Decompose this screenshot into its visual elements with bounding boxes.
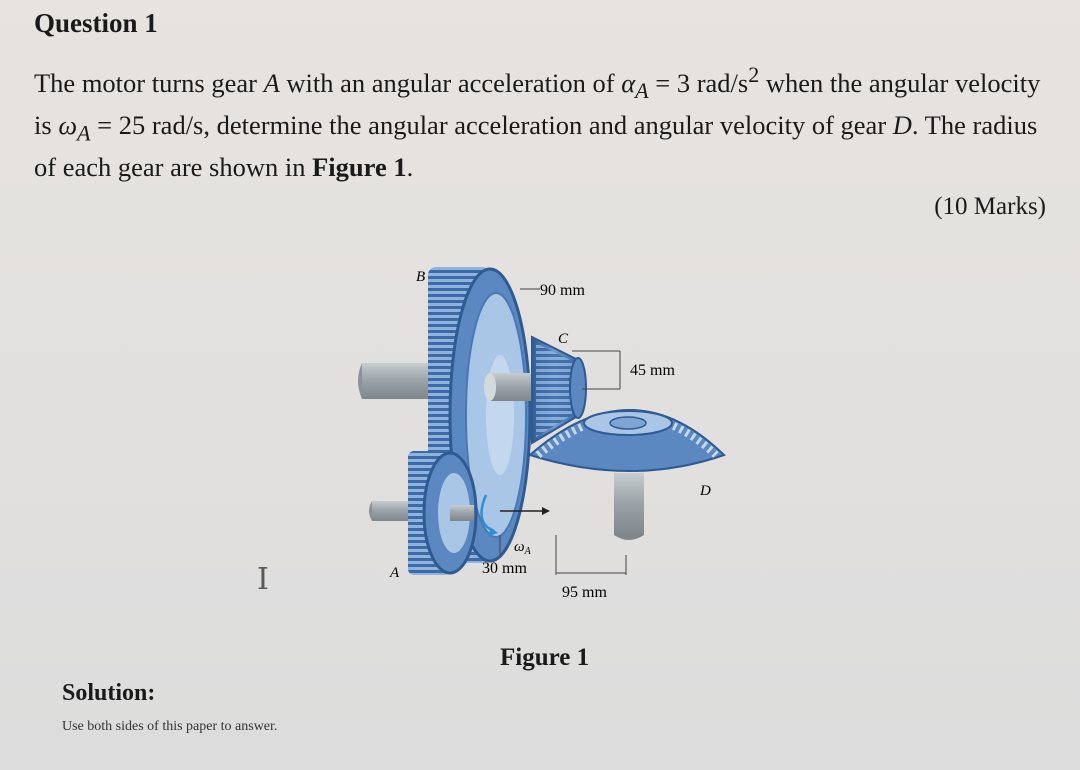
label-c: C <box>558 331 569 347</box>
label-dim-45: 45 mm <box>630 362 675 379</box>
label-dim-30: 30 mm <box>482 560 527 577</box>
gear-train-figure <box>350 255 740 600</box>
question-text: The motor turns gear A with an angular acceleration of $\alpha_A = 3$ rad/$s^2$ when the angular velocity is $\omega_A = 25$ rad/s, determine the angular acceleration and angular velocity of gear D. The radius of each gear are shown in Figure 1. <box>34 62 1041 183</box>
label-a: A <box>390 565 400 581</box>
label-d: D <box>700 483 711 499</box>
gear-a <box>408 451 476 575</box>
label-omega: $\omega_A$ <box>514 539 531 557</box>
marks-label: (10 Marks) <box>934 193 1046 220</box>
solution-note: Use both sides of this paper to answer. <box>62 719 278 734</box>
gear-d <box>530 410 724 540</box>
solution-heading: Solution: <box>62 680 156 706</box>
figure-caption: Figure 1 <box>500 644 590 671</box>
label-b: B <box>416 269 426 285</box>
question-title: Question 1 <box>34 8 158 38</box>
label-dim-90: 90 mm <box>540 282 585 299</box>
text-cursor-icon: I <box>257 562 269 597</box>
label-dim-95: 95 mm <box>562 584 607 600</box>
shaft-bc <box>484 373 538 401</box>
